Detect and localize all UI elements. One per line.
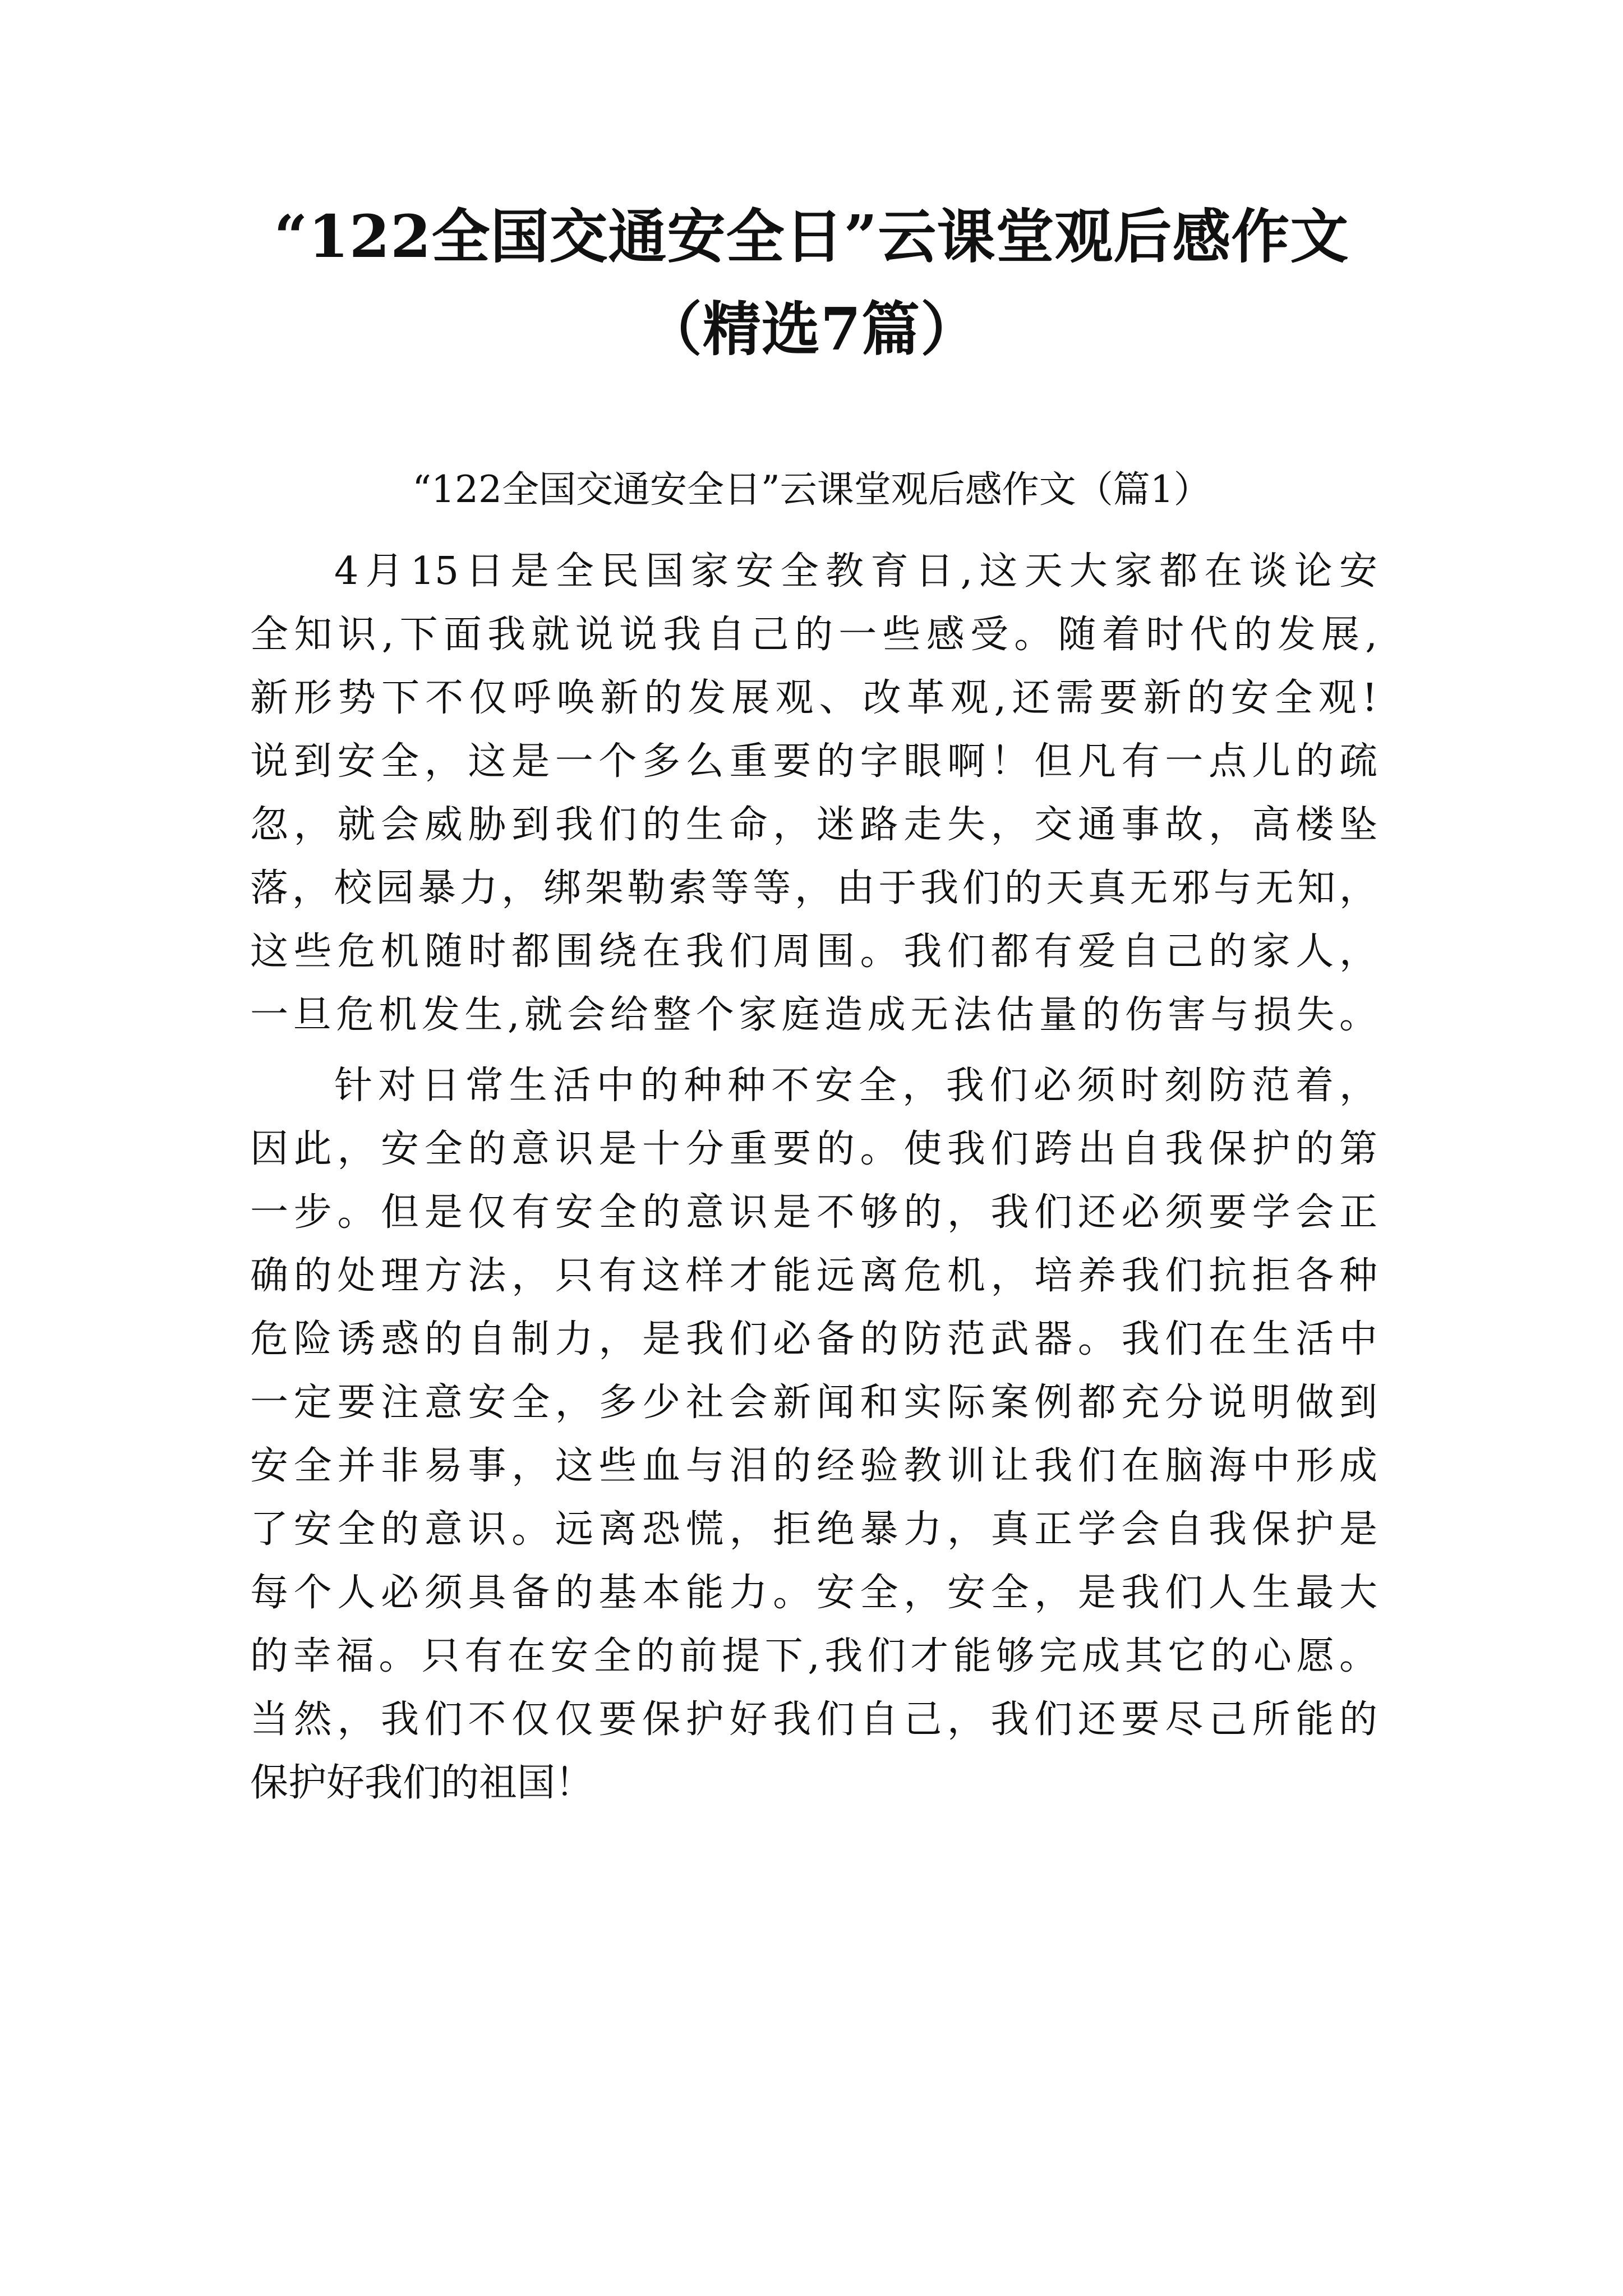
section-heading: “122全国交通安全日”云课堂观后感作文（篇1） bbox=[412, 468, 1211, 511]
paragraph2-line: 当然，我们不仅仅要保护好我们自己，我们还要尽己所能的 bbox=[250, 1697, 1377, 1742]
paragraph1-line: 一旦危机发生,就会给整个家庭造成无法估量的伤害与损失。 bbox=[250, 993, 1377, 1037]
paragraph1-line: 这些危机随时都围绕在我们周围。我们都有爱自己的家人， bbox=[250, 930, 1377, 974]
paragraph1-line: 落，校园暴力，绑架勒索等等，由于我们的天真无邪与无知， bbox=[250, 866, 1377, 910]
paragraph2-line: 了安全的意识。远离恐慌，拒绝暴力，真正学会自我保护是 bbox=[250, 1507, 1377, 1552]
document-title-line2: （精选7篇） bbox=[643, 295, 980, 364]
paragraph2-line: 一步。但是仅有安全的意识是不够的，我们还必须要学会正 bbox=[250, 1190, 1377, 1235]
paragraph2-line: 每个人必须具备的基本能力。安全，安全，是我们人生最大 bbox=[250, 1571, 1377, 1615]
paragraph1-line: 全知识,下面我就说说我自己的一些感受。随着时代的发展, bbox=[250, 613, 1377, 657]
paragraph1-line: 忽，就会威胁到我们的生命，迷路走失，交通事故，高楼坠 bbox=[250, 803, 1377, 847]
paragraph2-line: 保护好我们的祖国！ bbox=[250, 1761, 594, 1805]
document-title-line1: “122全国交通安全日”云课堂观后感作文 bbox=[274, 202, 1349, 271]
paragraph2-line: 一定要注意安全，多少社会新闻和实际案例都充分说明做到 bbox=[250, 1381, 1377, 1425]
paragraph1-line: 说到安全，这是一个多么重要的字眼啊！但凡有一点儿的疏 bbox=[250, 739, 1377, 784]
paragraph1-line: 新形势下不仅呼唤新的发展观、改革观,还需要新的安全观! bbox=[250, 676, 1377, 720]
paragraph2-line: 危险诱惑的自制力，是我们必备的防范武器。我们在生活中 bbox=[250, 1317, 1377, 1361]
paragraph2-line: 因此，安全的意识是十分重要的。使我们跨出自我保护的第 bbox=[250, 1127, 1377, 1171]
paragraph1-line: 4月15日是全民国家安全教育日,这天大家都在谈论安 bbox=[334, 549, 1377, 593]
paragraph2-line: 针对日常生活中的种种不安全，我们必须时刻防范着， bbox=[334, 1064, 1377, 1108]
paragraph2-line: 确的处理方法，只有这样才能远离危机，培养我们抗拒各种 bbox=[250, 1254, 1377, 1298]
paragraph2-line: 安全并非易事，这些血与泪的经验教训让我们在脑海中形成 bbox=[250, 1444, 1377, 1488]
paragraph2-line: 的幸福。只有在安全的前提下,我们才能够完成其它的心愿。 bbox=[250, 1634, 1377, 1678]
